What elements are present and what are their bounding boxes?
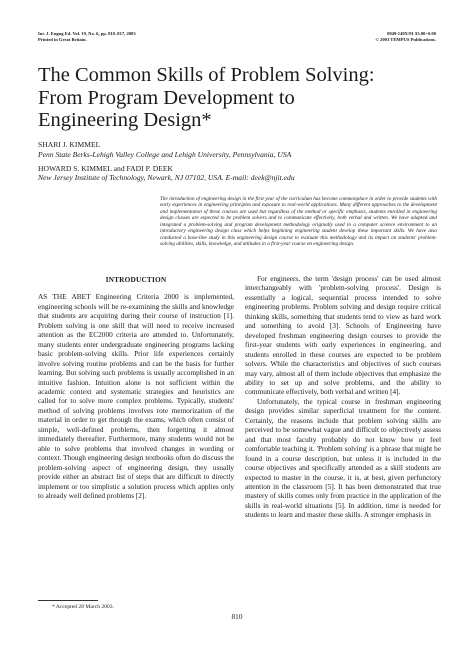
body-paragraph: AS THE ABET Engineering Criteria 2000 is implemented, engineering schools will be re-examining the skills and knowledge that students are acquiring during their course of instruction [1]. Problem solving is one skill that will need to receive increased attention as the EC2000 criteria are attended to. Unfortunately, many students enter undergraduate engineering programs lacking basic problem-solving skills. Prior life experiences certainly involve solving routine problems and can be the basis for further learning. But solving such problems is usually accomplished in an intuitive fashion. Intuition alone is not sufficient within the academic context and systematic strategies and heuristics are called for to solve more complex problems. Typically, students' method of solving problems involves rote memorization of the material in order to get through the exams, which often consist of simple, well-defined problems, then forgetting it almost immediately thereafter. Furthermore, many students would not be able to solve problems that involved changes in wording or context. Though engineering design textbooks often do discuss the problem-solving aspect of engineering design, they usually provide either an abstract list of steps that are difficult to directly implement or too simplistic a solution process which applies only to already well defined problems [2]. <box>38 292 234 500</box>
author-affiliation: Penn State Berks-Lehigh Valley College and Lehigh University, Pennsylvania, USA <box>38 149 292 159</box>
paper-title <box>38 64 438 132</box>
footnote: * Accepted 28 March 2003. <box>52 604 114 610</box>
journal-citation: Int. J. Engng Ed. Vol. 19, No. 6, pp. 810–817, 2003 <box>38 31 136 36</box>
page-number: 810 <box>231 612 243 621</box>
title-line: From Program Development to <box>38 86 295 109</box>
issn-price: 0949-149X/91 $3.00+0.00 <box>387 31 436 36</box>
author-name: SHARI J. KIMMEL <box>38 140 101 149</box>
body-paragraph: Unfortunately, the typical course in freshman engineering design provides similar superficial treatment for the content. Certainly, the reasons include that problem solving skills are perceived to be somewhat vague and difficult to objectively assess and that most faculty probably do not know how or feel comfortable teaching it. 'Problem solving' is a phrase that might be found in a course description, but unless it is included in the course objectives and specifically attended as a skill students are expected to master in the course, it is, at best, given perfunctory attention in the classroom [5]. It has been demonstrated that true mastery of skills comes only from practice in the application of the skills in real-world situations [5]. In addition, time is needed for students to learn and master these skills. A stronger emphasis in <box>245 396 441 520</box>
section-heading: INTRODUCTION <box>105 275 167 284</box>
journal-header-left <box>38 31 136 42</box>
body-paragraph: For engineers, the term 'design process' can be used almost interchangeably with 'problem-solving process'. Design is essentially a logical, sequential process intended to solve engineering problems. Problem solving and design require critical thinking skills, something that students tend to view as hard work and something to avoid [3]. Schools of Engineering have developed freshman engineering design courses to provide the first-year students with early experiences in engineering, and students enrolled in these courses are expected to be problem solvers. While the characteristics and objectives of such courses may vary, almost all of them include objectives that emphasize the ability to set up and solve problems, and the ability to communicate effectively, both verbal and written [4]. <box>245 274 441 397</box>
title-line: The Common Skills of Problem Solving: <box>38 64 375 86</box>
copyright: © 2003 TEMPUS Publications. <box>375 36 436 42</box>
abstract: The introduction of engineering design in the first year of the curriculum has become commonplace in order to provide students with early experiences in engineering principles and exposure to real-world applications. Many different approaches to the development and implementation of these courses are used but regardless of the method or specific emphasis, students enrolled in engineering design classes are expected to be problem solvers and to communicate effectively, both verbal and written. We have adapted and integrated a problem-solving and program development methodology originally used in a computer science environment to an introductory engineering design class which helps beginning engineering student develop these important skills. We have also conducted a base-line study in this engineering design course to evaluate this methodology and its impact on students' problem-solving abilities, skills, knowledge, and attitudes in a first-year course on engineering design. <box>160 196 437 248</box>
author-block <box>38 140 438 183</box>
journal-header-right <box>375 31 436 42</box>
left-column <box>38 271 234 500</box>
title-line: Engineering Design* <box>38 109 212 131</box>
author-affiliation: New Jersey Institute of Technology, Newark, NJ 07102, USA. E-mail: deek@njit.edu <box>38 173 295 183</box>
footnote-divider <box>38 600 98 601</box>
right-column <box>245 274 441 520</box>
printed-in: Printed in Great Britain. <box>38 36 87 42</box>
author-name: HOWARD S. KIMMEL and FADI P. DEEK <box>38 163 173 173</box>
